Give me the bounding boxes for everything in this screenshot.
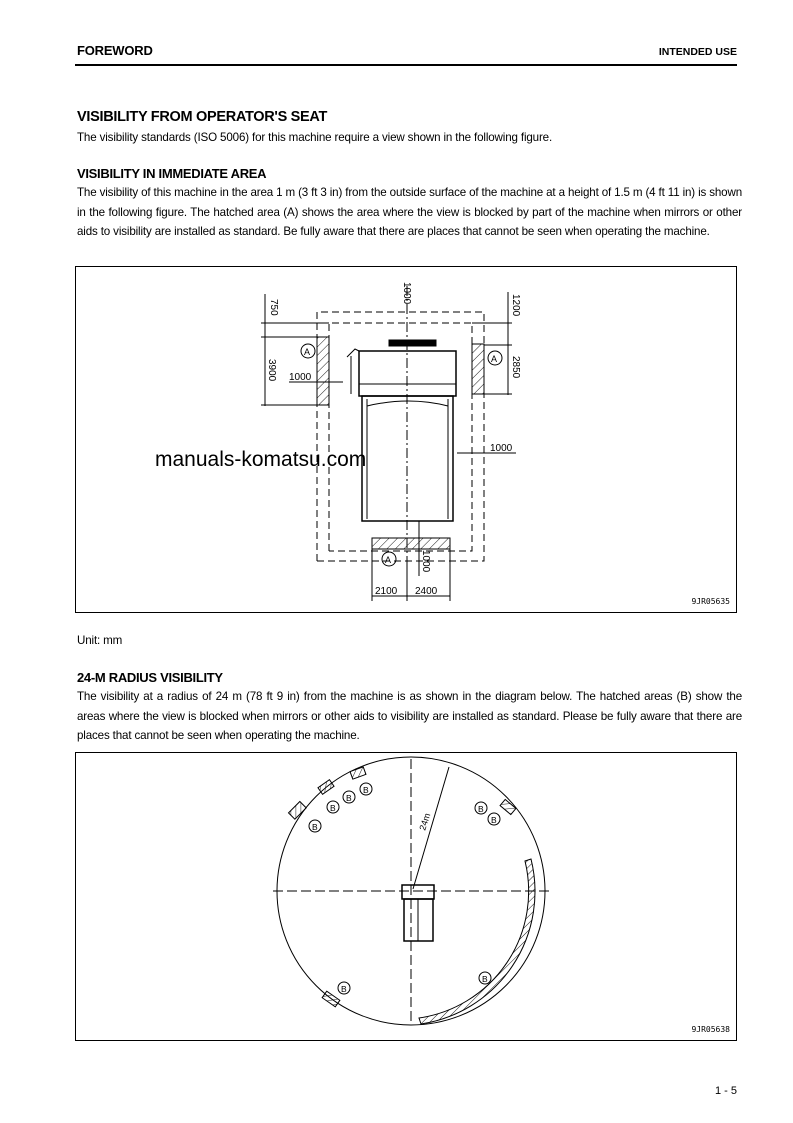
label-b-7: B	[341, 984, 347, 994]
section-title-radius: 24-M RADIUS VISIBILITY	[77, 670, 223, 685]
header-section: FOREWORD	[77, 43, 153, 58]
dim-left-clearance: 1000	[289, 372, 312, 383]
label-b-5: B	[478, 804, 484, 814]
dim-top-left: 750	[268, 299, 279, 316]
unit-note: Unit: mm	[77, 634, 123, 647]
page-number: 1 - 5	[714, 1085, 737, 1097]
dim-right-length: 2850	[510, 356, 521, 379]
section-title-operator-seat: VISIBILITY FROM OPERATOR'S SEAT	[77, 109, 328, 125]
figure-id-1: 9JR05635	[691, 597, 730, 606]
label-area-a-right: A	[491, 354, 498, 364]
label-b-8: B	[482, 974, 488, 984]
dim-left-length: 3900	[266, 359, 277, 382]
dim-front: 1000	[401, 282, 412, 305]
dim-top-right: 1200	[510, 294, 521, 317]
figure-id-2: 9JR05638	[691, 1025, 730, 1034]
header-rule	[75, 64, 737, 66]
section-body-operator-seat: The visibility standards (ISO 5006) for this machine require a view shown in the following figure.	[77, 131, 553, 144]
label-area-a-left: A	[304, 347, 311, 357]
immediate-area-diagram	[76, 267, 736, 612]
radius-label: 24m	[417, 811, 433, 832]
dim-rear-right: 2400	[415, 586, 438, 597]
figure-radius	[75, 752, 737, 1041]
section-body-radius: The visibility at a radius of 24 m (78 ft 9 in) from the machine is as shown in the diagram below. The hatched areas (B) show the areas where the view is blocked when mirrors or other aids to visibility are installed as standard. Please be fully aware that there are places that cannot be seen when operating the machine.	[77, 690, 742, 742]
dim-rear-left: 2100	[375, 586, 398, 597]
watermark: manuals-komatsu.com	[155, 448, 367, 471]
label-b-6: B	[491, 815, 497, 825]
dim-right-clearance: 1000	[490, 443, 513, 454]
label-b-4: B	[363, 785, 369, 795]
header-topic: INTENDED USE	[658, 46, 737, 58]
figure-immediate-area	[75, 266, 737, 613]
section-body-immediate-area: The visibility of this machine in the area 1 m (3 ft 3 in) from the outside surface of the machine at a height of 1.5 m (4 ft 11 in) is shown in the following figure. The hatched area (A) shows the area where the view is blocked by part of the machine when mirrors or other aids to visibility are installed as standard. Be fully aware that there are places that cannot be seen when operating the machine.	[77, 186, 742, 238]
radius-diagram	[76, 753, 736, 1040]
dim-rear-clearance: 1000	[420, 550, 431, 573]
label-area-a-rear: A	[385, 555, 392, 565]
label-b-3: B	[346, 793, 352, 803]
section-title-immediate-area: VISIBILITY IN IMMEDIATE AREA	[77, 166, 267, 181]
label-b-2: B	[330, 803, 336, 813]
label-b-1: B	[312, 822, 318, 832]
